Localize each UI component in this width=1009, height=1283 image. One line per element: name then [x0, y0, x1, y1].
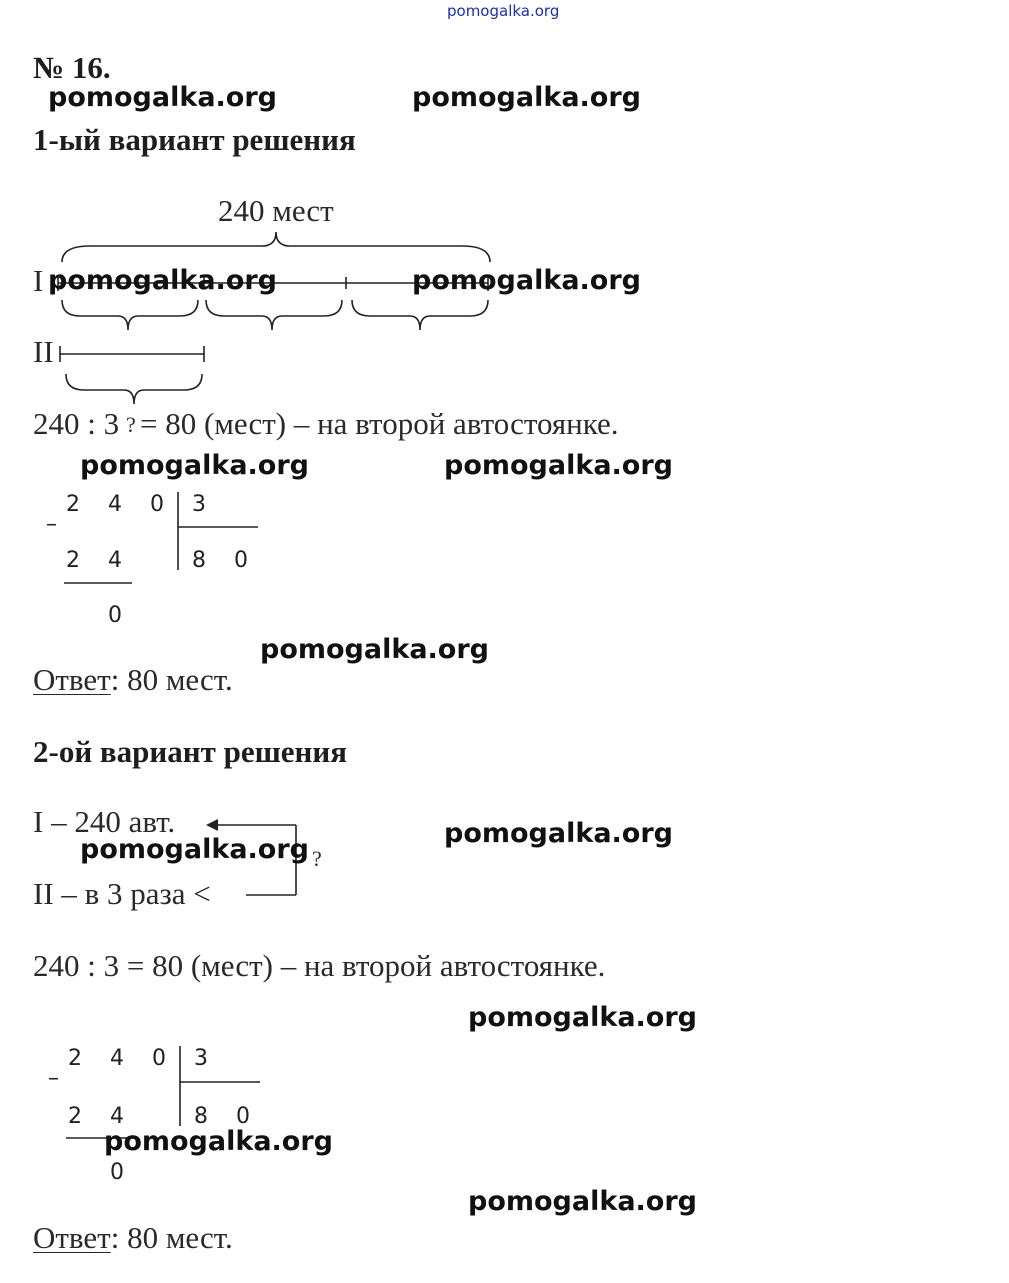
div1-remainder: 0: [108, 603, 122, 628]
watermark: pomogalka.org: [48, 82, 277, 113]
question-mark: ?: [126, 412, 136, 437]
div2-dividend-digit: 0: [152, 1046, 166, 1071]
row2-brace: [66, 374, 202, 404]
div2-minus: –: [48, 1066, 59, 1091]
div2-dividend-digit: 4: [110, 1046, 124, 1071]
equation-1-start: 240 : 3: [33, 406, 120, 441]
div1-dividend-digit: 2: [66, 492, 80, 517]
answer-1: [33, 662, 233, 698]
brace-label: 240 мест: [218, 193, 334, 228]
top-brace: [62, 232, 490, 262]
div1-quotient-digit: 0: [234, 548, 248, 573]
div2-quotient-digit: 0: [236, 1104, 250, 1129]
div1-dividend-digit: 4: [108, 492, 122, 517]
div1-dividend-digit: 0: [150, 492, 164, 517]
row1-label: I: [33, 263, 44, 298]
watermark: pomogalka.org: [80, 834, 309, 865]
variant2-line1: I – 240 авт.: [33, 804, 176, 839]
task-number: № 16.: [33, 50, 111, 85]
watermark: pomogalka.org: [104, 1126, 333, 1157]
div1-subtrahend-digit: 4: [108, 548, 122, 573]
div2-dividend-digit: 2: [68, 1046, 82, 1071]
watermark: pomogalka.org: [48, 265, 277, 296]
lower-brace-2: [206, 300, 342, 330]
watermark: pomogalka.org: [412, 82, 641, 113]
variant2-line2: II – в 3 раза <: [33, 876, 211, 911]
answer-label: Ответ: [33, 1220, 111, 1255]
div2-divisor: 3: [194, 1046, 208, 1071]
div2-remainder: 0: [110, 1160, 124, 1185]
div1-subtrahend-digit: 2: [66, 548, 80, 573]
watermark: pomogalka.org: [444, 450, 673, 481]
div2-subtrahend-digit: 4: [110, 1104, 124, 1129]
lower-brace-3: [352, 300, 488, 330]
div1-minus: –: [46, 512, 57, 537]
site-watermark: pomogalka.org: [447, 2, 560, 20]
watermark: pomogalka.org: [260, 634, 489, 665]
variant2-question-mark: ?: [312, 846, 322, 871]
watermark: pomogalka.org: [468, 1186, 697, 1217]
watermark: pomogalka.org: [80, 450, 309, 481]
answer-value: : 80 мест.: [110, 662, 233, 697]
arrow-head: [206, 819, 218, 831]
watermark: pomogalka.org: [444, 818, 673, 849]
div1-divisor: 3: [192, 492, 206, 517]
div1-quotient-digit: 8: [192, 548, 206, 573]
div2-quotient-digit: 8: [194, 1104, 208, 1129]
variant2-heading: 2-ой вариант решения: [33, 734, 348, 769]
answer-2: [33, 1220, 233, 1256]
lower-brace-1: [62, 300, 198, 330]
equation-2: 240 : 3 = 80 (мест) – на второй автостоянке.: [33, 948, 606, 983]
answer-label: Ответ: [33, 662, 111, 697]
variant1-heading: 1-ый вариант решения: [33, 122, 356, 157]
watermark: pomogalka.org: [412, 265, 641, 296]
watermark: pomogalka.org: [468, 1002, 697, 1033]
equation-1-end: = 80 (мест) – на второй автостоянке.: [140, 406, 619, 441]
div2-subtrahend-digit: 2: [68, 1104, 82, 1129]
answer-value: : 80 мест.: [110, 1220, 233, 1255]
row2-label: II: [33, 334, 54, 369]
